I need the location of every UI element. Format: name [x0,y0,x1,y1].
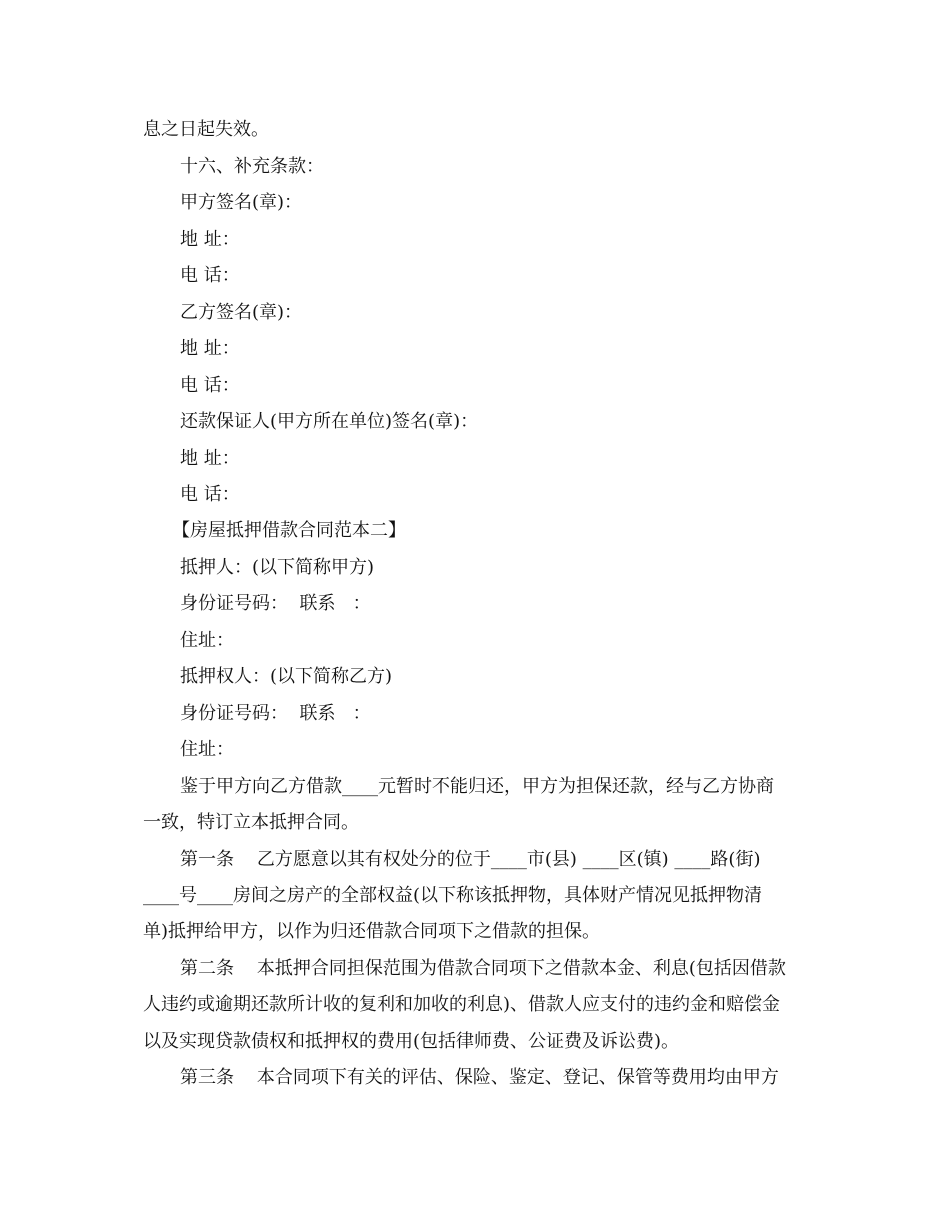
paragraph-line: 以及实现贷款债权和抵押权的费用(包括律师费、公证费及诉讼费)。 [143,1031,680,1052]
text-line: 住址： [180,739,234,760]
text-line: 息之日起失效。 [143,119,269,140]
text-line: 电 话： [180,484,240,505]
paragraph-line: 人违约或逾期还款所计收的复利和加收的利息)、借款人应支付的违约金和赔偿金 [143,994,781,1015]
paragraph-line: 第二条 本抵押合同担保范围为借款合同项下之借款本金、利息(包括因借款 [180,958,786,979]
text-line: 电 话： [180,265,240,286]
section-title: 【房屋抵押借款合同范本二】 [172,520,406,541]
paragraph-line: 第一条 乙方愿意以其有权处分的位于____市(县) ____区(镇) ____路(街) [180,849,761,870]
text-line: 甲方签名(章)： [180,192,303,213]
text-line: 住址： [180,630,234,651]
text-line: 身份证号码： 联系 ： [180,593,371,614]
paragraph-line: ____号____房间之房产的全部权益(以下称该抵押物，具体财产情况见抵押物清 [143,885,763,906]
text-line: 电 话： [180,375,240,396]
paragraph-line: 第三条 本合同项下有关的评估、保险、鉴定、登记、保管等费用均由甲方 [180,1067,779,1088]
text-line: 地 址： [180,338,240,359]
paragraph-line: 一致，特订立本抵押合同。 [143,812,359,833]
paragraph-line: 鉴于甲方向乙方借款____元暂时不能归还，甲方为担保还款，经与乙方协商 [180,776,774,797]
text-line: 地 址： [180,448,240,469]
paragraph-line: 单)抵押给甲方，以作为归还借款合同项下之借款的担保。 [143,921,601,942]
text-line: 地 址： [180,229,240,250]
text-line: 抵押人：(以下简称甲方) [180,557,375,578]
section-heading: 十六、补充条款： [180,156,324,177]
text-line: 抵押权人：(以下简称乙方) [180,666,393,687]
text-line: 乙方签名(章)： [180,302,303,323]
text-line: 身份证号码： 联系 ： [180,703,371,724]
text-line: 还款保证人(甲方所在单位)签名(章)： [180,411,479,432]
